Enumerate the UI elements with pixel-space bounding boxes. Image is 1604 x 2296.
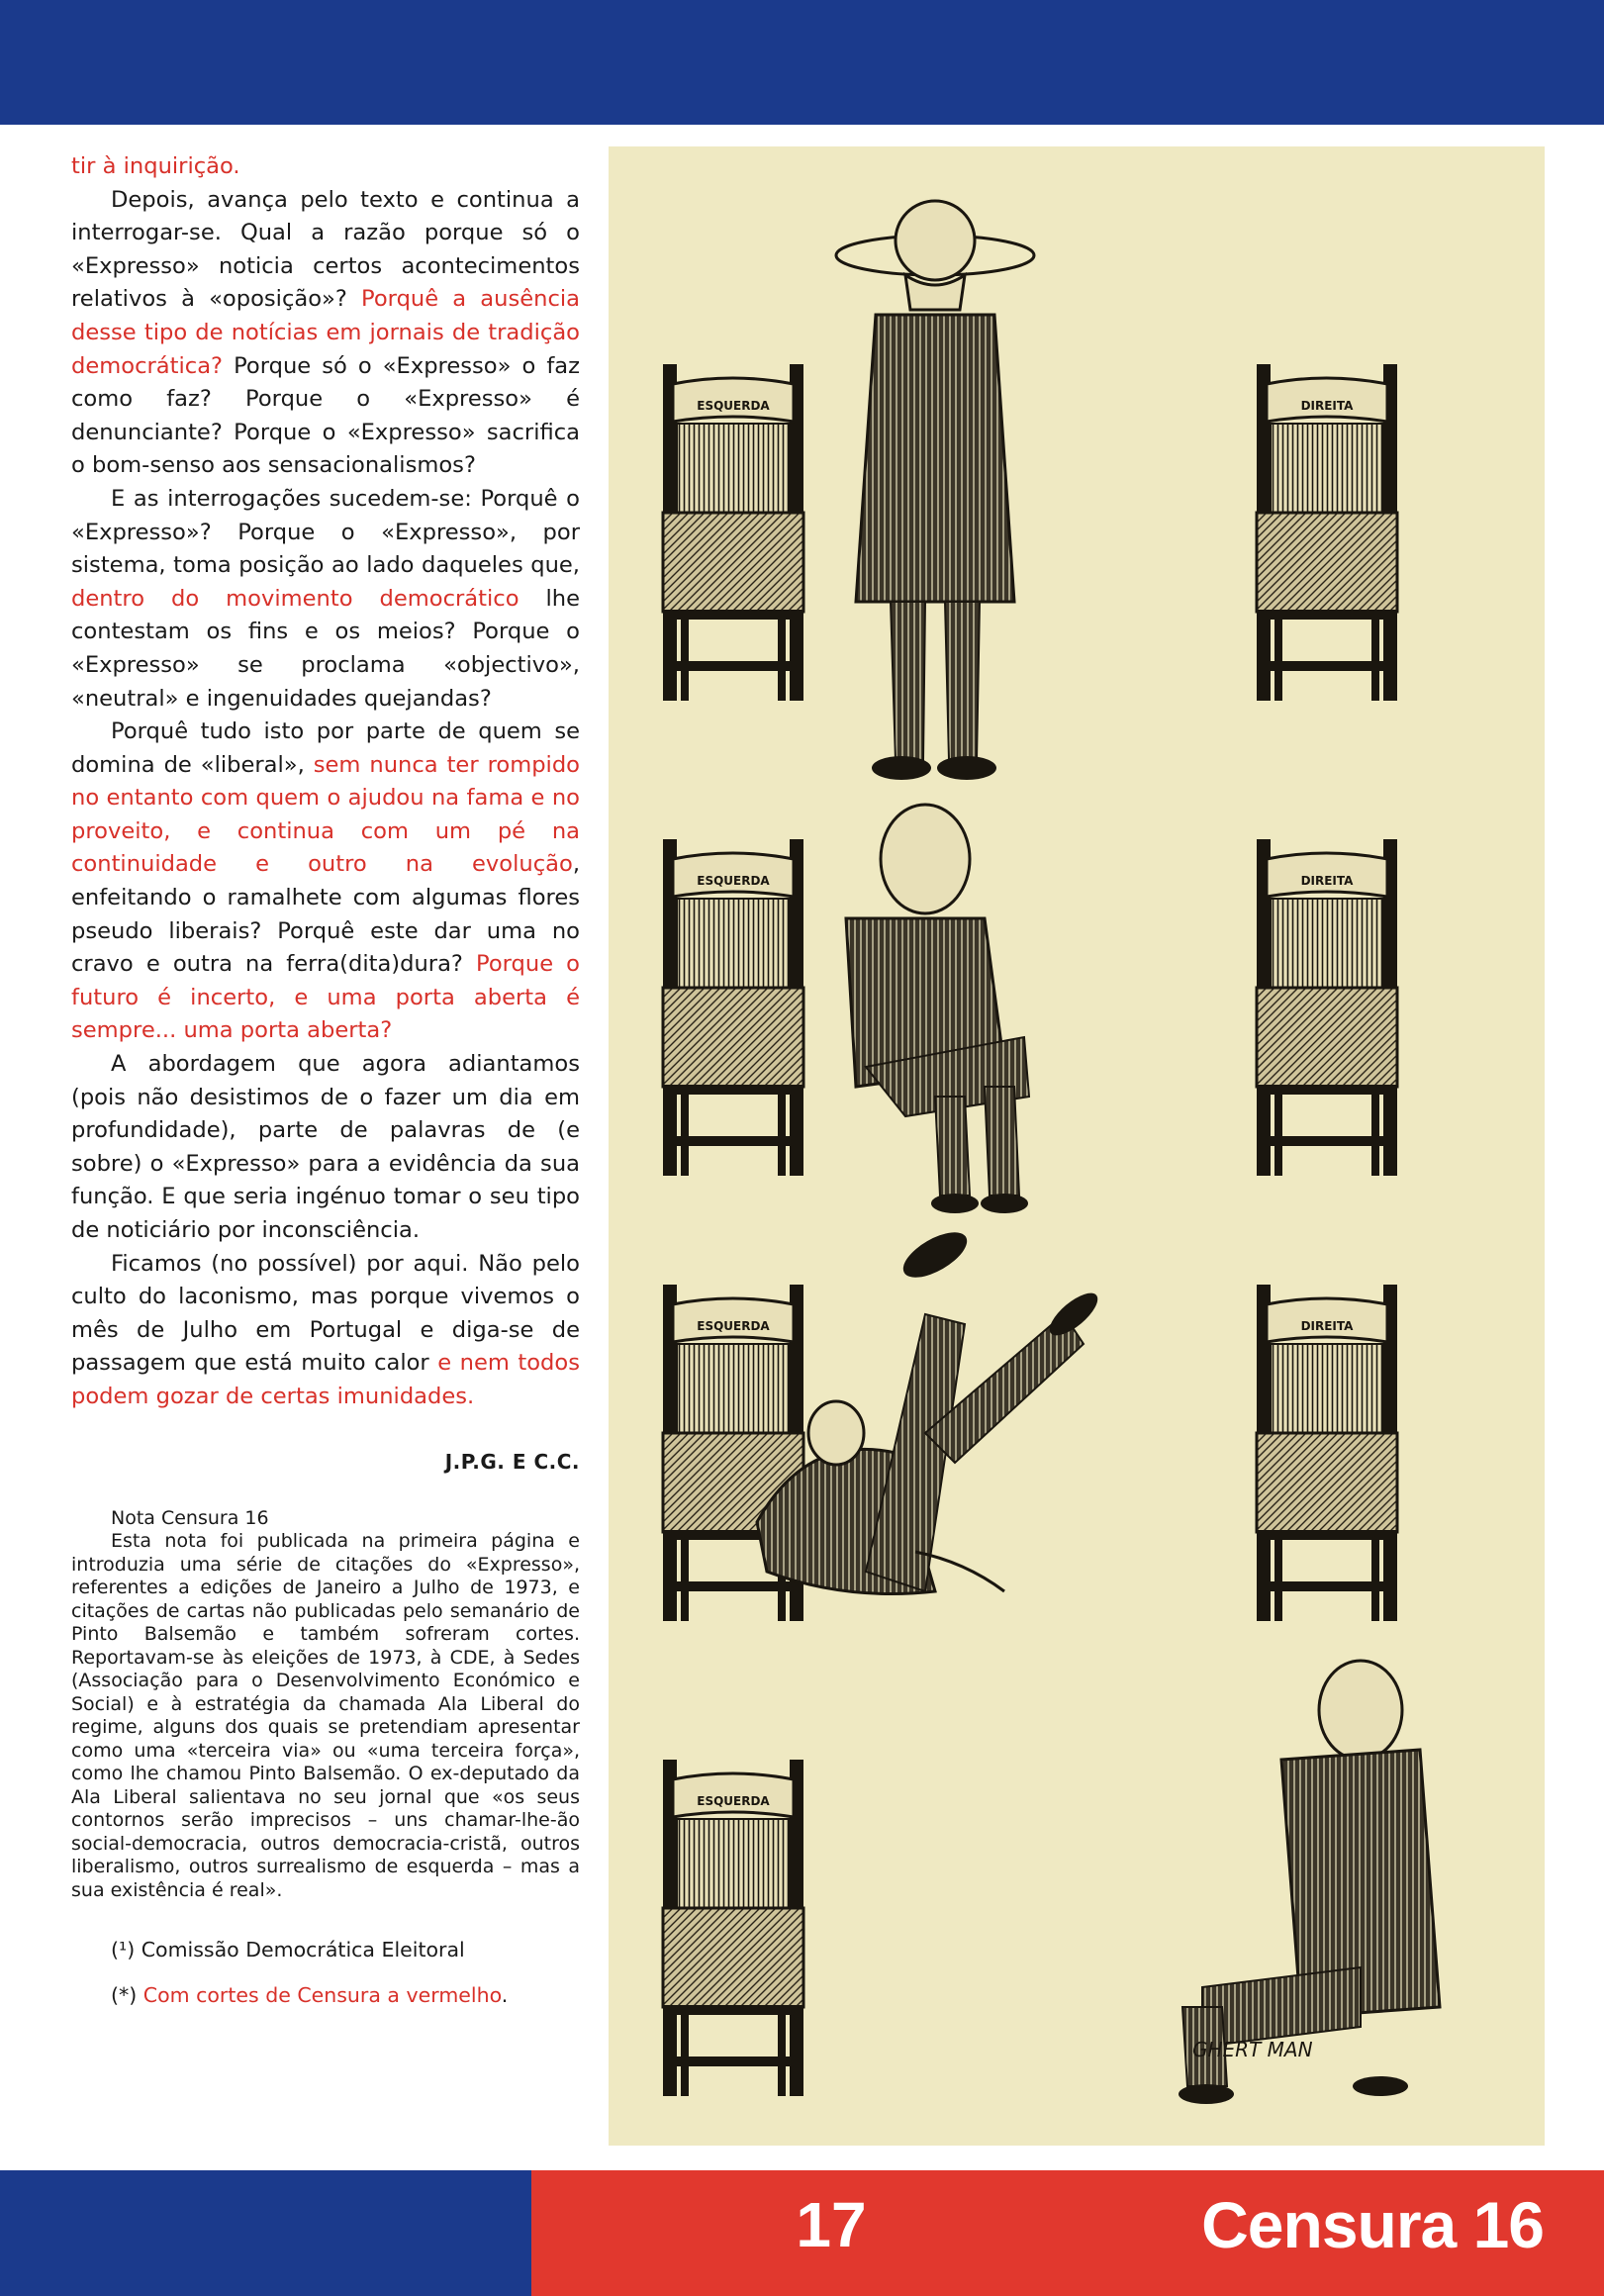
paragraph-text: lhe contestam os fins e os meios? Porque o «Expresso» se proclama «objectivo», «neutral» e ingenuidades quejandas?: [71, 585, 580, 712]
censored-text: e nem todos podem gozar de certas imunidades.: [71, 1350, 580, 1409]
chair-right-2: [1257, 839, 1397, 1176]
cartoon-illustration: [609, 146, 1545, 2146]
censored-text: sem nunca ter rompido no entanto com quem o ajudou na fama e no proveito, e continua com um pé na continuidade e outro na evolução: [71, 751, 580, 878]
note-title: Nota Censura 16: [111, 1506, 269, 1529]
footnote-2-prefix: (*): [111, 1983, 143, 2008]
note-body: Esta nota foi publicada na primeira página e introduzia uma série de citações do «Expresso», referentes a edições de Janeiro a Julho de 1973, e citações de cartas não publicadas pelo semanário de Pinto Balsemão e também sofreram cortes. Reportavam-se às eleições de 1973, à CDE, à Sedes (Associação para o Desenvolvimento Económico e Social) e à estratégia da chamada Ala Liberal do regime, alguns dos quais se pretendiam apresentar como uma «terceira via» ou «uma terceira força», como lhe chamou Pinto Balsemão. O ex-deputado da Ala Liberal salientava no seu jornal que «os seus contornos serão imprecisos – uns chamar-lhe-ão social-democracia, outros democracia-cristã, outros liberalismo, outros surrealismo de esquerda – mas a sua existência é real».: [71, 1530, 580, 1901]
chair-left-2: [663, 839, 803, 1176]
falling-man: [757, 1223, 1104, 1593]
artist-signature: GHERT MAN: [1192, 2038, 1313, 2061]
article-column: [71, 150, 580, 2009]
censored-text: dentro do movimento democrático: [71, 585, 519, 612]
paragraph-text: E as interrogações sucedem-se: Porquê o «Expresso»? Porque o «Expresso», por sistema, toma posição ao lado daqueles que,: [71, 485, 580, 579]
article-paragraph-2: [71, 483, 580, 716]
chair-left-1: [663, 364, 803, 701]
article-paragraph-0: [71, 150, 580, 184]
paragraph-text: Depois, avança pelo texto e continua a interrogar-se. Qual a razão porque só o «Expresso» noticia certos acontecimentos relativos à «oposição»?: [71, 186, 580, 313]
paragraph-text: Porque só o «Expresso» o faz como faz? Porque o «Expresso» é denunciante? Porque o «Expresso» sacrifica o bom-senso aos sensacionalismos?: [71, 352, 580, 479]
chair-label-left-2: ESQUERDA: [697, 874, 770, 888]
article-paragraph-5: [71, 1248, 580, 1414]
header-band: [0, 0, 1604, 125]
censored-text: Porque o futuro é incerto, e uma porta aberta é sempre... uma porta aberta?: [71, 951, 581, 1044]
paragraph-text: Ficamos (no possível) por aqui. Não pelo culto do laconismo, mas porque vivemos o mês de Julho em Portugal e diga-se de passagem que está muito calor: [71, 1250, 580, 1377]
footnote-1: (¹) Comissão Democrática Eleitoral: [111, 1938, 465, 1962]
chair-right-1: [1257, 364, 1397, 701]
footer-band-blue: [0, 2170, 531, 2296]
standing-man: [836, 201, 1034, 780]
article-paragraph-3: [71, 716, 580, 1048]
crouching-man: [846, 805, 1029, 1213]
chair-label-right-2: DIREITA: [1300, 874, 1354, 888]
chair-label-right-1: DIREITA: [1300, 399, 1354, 413]
footnote-2-red: Com cortes de Censura a vermelho: [142, 1983, 502, 2008]
article-paragraph-4: [71, 1048, 580, 1248]
chair-right-3: [1257, 1285, 1397, 1621]
chair-left-4: [663, 1760, 803, 2096]
article-signature: J.P.G. E C.C.: [444, 1449, 580, 1474]
censored-text: Porquê a ausência desse tipo de notícias em jornais de tradição democrática?: [71, 286, 580, 379]
chair-label-left-4: ESQUERDA: [697, 1794, 770, 1808]
cartoon-drawing: [609, 146, 1545, 2146]
magazine-title: Censura 16: [1201, 2188, 1544, 2261]
editorial-note: [71, 1507, 580, 1903]
chair-label-left-1: ESQUERDA: [697, 399, 770, 413]
paragraph-text: Porquê tudo isto por parte de quem se domina de «liberal»,: [71, 718, 580, 778]
footnote-2-suffix: .: [501, 1983, 509, 2008]
footnote-2: [71, 1981, 580, 2009]
paragraph-text: A abordagem que agora adiantamos (pois não desistimos de o fazer um dia em profundidade), parte de palavras de (e sobre) o «Expresso» para a evidência da sua função. E que seria ingénuo tomar o seu tipo de noticiário por inconsciência.: [71, 1051, 580, 1243]
chair-label-right-3: DIREITA: [1300, 1319, 1354, 1333]
chair-label-left-3: ESQUERDA: [697, 1319, 770, 1333]
article-paragraph-1: [71, 184, 580, 483]
censored-text: tir à inquirição.: [71, 153, 240, 179]
page-number: 17: [796, 2189, 867, 2260]
paragraph-text: , enfeitando o ramalhete com algumas flores pseudo liberais? Porquê este dar uma no cravo e outra na ferra(dita)dura?: [71, 851, 580, 978]
